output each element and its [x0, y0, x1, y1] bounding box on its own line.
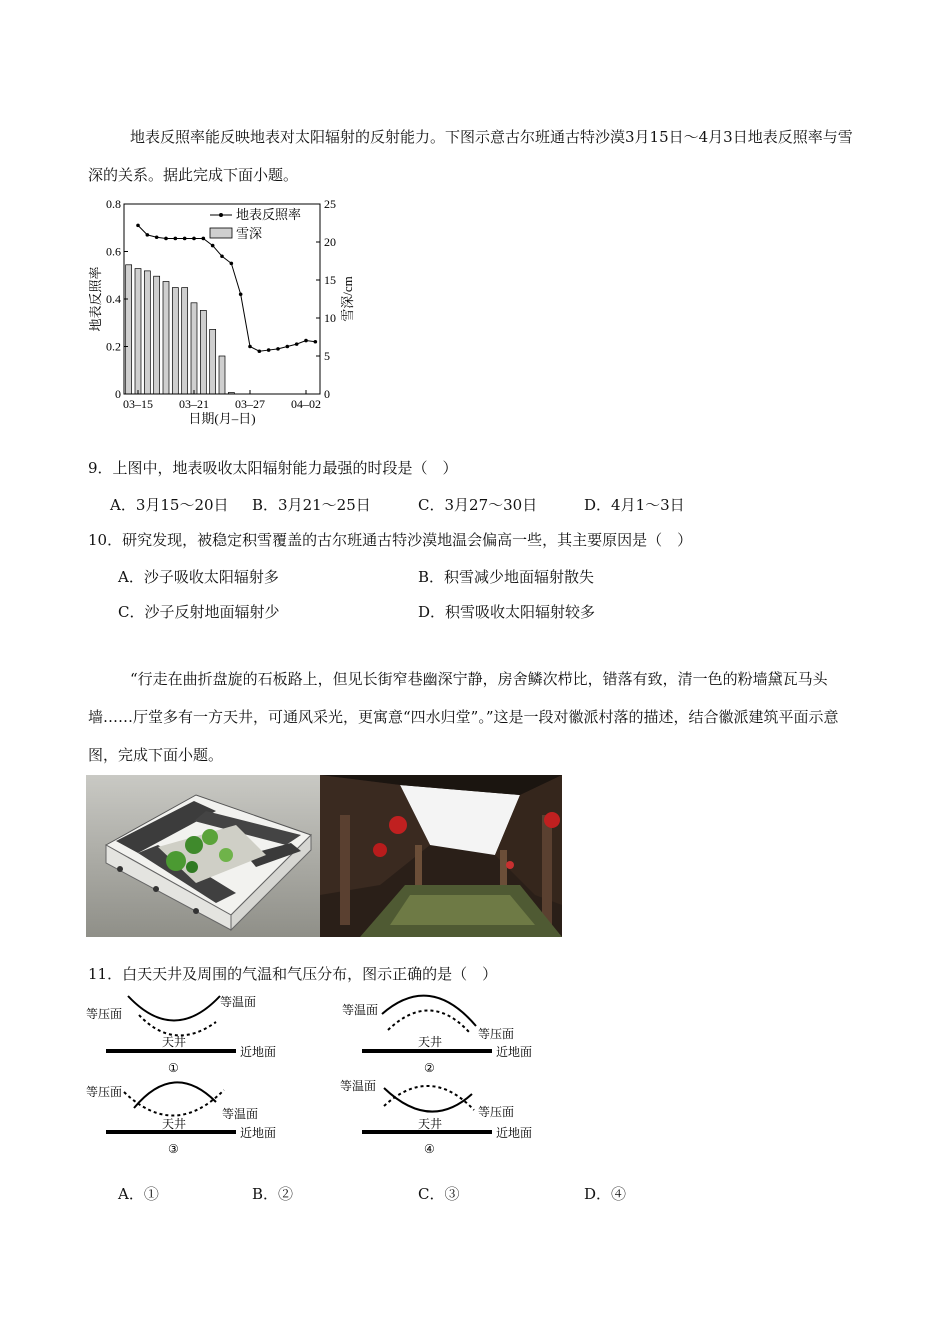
diagram-2	[342, 996, 532, 1075]
right-tick-label: 25	[324, 197, 336, 211]
albedo-point-03-18	[164, 237, 168, 241]
q11-diagrams	[84, 990, 554, 1160]
diagram-2-isotherm-label: 等温面	[342, 1003, 379, 1017]
left-tick-label: 0.8	[106, 197, 121, 211]
left-tick-label: 0	[115, 387, 121, 401]
albedo-point-03-31	[286, 345, 290, 349]
snow-bar-03-20	[182, 288, 188, 394]
albedo-point-04-02	[304, 339, 308, 343]
left-axis-label: 地表反照率	[88, 266, 103, 332]
snow-bar-03-21	[191, 303, 197, 394]
albedo-point-03-25	[230, 262, 234, 266]
q9-option-a[interactable]: A．3月15～20日	[110, 496, 229, 514]
huizhou-house-model-photo	[86, 775, 320, 937]
snow-bar-03-23	[210, 329, 216, 394]
diagram-4-number: ④	[424, 1142, 435, 1156]
right-axis-label: 雪深/cm	[340, 276, 355, 322]
right-tick-label: 5	[324, 349, 330, 363]
passage-1: 地表反照率能反映地表对太阳辐射的反射能力。下图示意古尔班通古特沙漠3月15日～4月3日地表反照率与雪深的关系。据此完成下面小题。	[88, 128, 853, 184]
q9-stem: 9．上图中，地表吸收太阳辐射能力最强的时段是（ ）	[88, 459, 458, 477]
diagram-3-number: ③	[168, 1142, 179, 1156]
diagram-1	[86, 995, 276, 1075]
q11-option-d[interactable]: D．④	[584, 1185, 627, 1203]
q9-option-d[interactable]: D．4月1～3日	[584, 496, 685, 514]
left-tick-label: 0.6	[106, 244, 121, 259]
diagram-1-isobar	[128, 996, 220, 1021]
snow-bar-03-19	[172, 288, 178, 394]
x-tick-label: 04–02	[291, 397, 321, 411]
q10-option-d[interactable]: D．积雪吸收太阳辐射较多	[418, 603, 596, 621]
x-axis-label: 日期(月–日)	[188, 411, 256, 426]
albedo-point-04-01	[295, 342, 299, 346]
diagram-1-isotherm-label: 等温面	[220, 995, 257, 1009]
right-tick-label: 10	[324, 311, 336, 325]
albedo-point-03-28	[258, 349, 262, 353]
albedo-point-03-29	[267, 348, 271, 352]
diagram-3-ground-label: 近地面	[240, 1126, 277, 1140]
diagram-3-isotherm-label: 等温面	[222, 1107, 259, 1121]
x-tick-label: 03–15	[123, 397, 153, 411]
right-tick-label: 15	[324, 273, 336, 287]
snow-bar-03-18	[163, 282, 169, 394]
albedo-point-03-20	[183, 237, 187, 241]
albedo-point-03-16	[146, 233, 150, 237]
albedo-point-03-21	[192, 237, 196, 241]
diagram-1-ground-label: 近地面	[240, 1045, 277, 1059]
albedo-point-03-22	[202, 237, 206, 241]
albedo-point-03-23	[211, 244, 215, 248]
snow-bar-03-16	[144, 271, 150, 394]
q9-option-c[interactable]: C．3月27～30日	[418, 496, 538, 514]
diagram-2-isobar-label: 等压面	[478, 1027, 515, 1041]
diagram-1-isobar-label: 等压面	[86, 1007, 123, 1021]
diagram-2-number: ②	[424, 1061, 435, 1075]
diagram-3-isobar	[134, 1082, 216, 1108]
albedo-point-03-17	[155, 235, 159, 239]
courtyard-skylight-photo	[320, 775, 562, 937]
diagram-4-isotherm-label: 等温面	[340, 1079, 377, 1093]
diagram-1-number: ①	[168, 1061, 179, 1075]
x-tick-label: 03–27	[235, 397, 265, 411]
snow-bar-03-15	[135, 269, 141, 394]
albedo-point-03-24	[220, 254, 224, 258]
diagram-2-ground-label: 近地面	[496, 1045, 533, 1059]
albedo-point-04-03	[314, 340, 318, 344]
albedo-point-03-19	[174, 237, 178, 241]
diagram-3-isobar-label: 等压面	[86, 1085, 123, 1099]
diagram-4-skylight-label: 天井	[418, 1117, 443, 1131]
q11-option-a[interactable]: A．①	[118, 1185, 159, 1203]
albedo-point-03-15	[136, 224, 140, 228]
legend-albedo: 地表反照率	[236, 207, 302, 222]
left-tick-label: 0.4	[106, 292, 121, 306]
q11-option-c[interactable]: C．③	[418, 1185, 460, 1203]
left-tick-label: 0.2	[106, 339, 121, 354]
snow-bar-03-24	[219, 356, 225, 394]
right-tick-label: 0	[324, 387, 330, 401]
diagram-2-isotherm	[382, 996, 476, 1026]
diagram-4-isotherm	[384, 1088, 472, 1112]
diagram-3-skylight-label: 天井	[162, 1117, 187, 1131]
chart-legend	[210, 207, 301, 241]
snow-bar-03-17	[154, 276, 160, 394]
albedo-snow-chart	[86, 190, 356, 435]
diagram-3	[86, 1082, 276, 1156]
snow-bar-03-14	[126, 265, 132, 394]
legend-snow: 雪深	[236, 226, 263, 241]
passage-2: “行走在曲折盘旋的石板路上，但见长街窄巷幽深宁静，房舍鳞次栉比，错落有致，清一色的粉墙黛瓦马头墙……厅堂多有一方天井，可通风采光，更寓意“四水归堂”。”这是一段对徽派村落的描述，结合徽派建筑平面示意图，完成下面小题。	[88, 670, 839, 764]
diagram-1-isotherm	[139, 1015, 216, 1035]
albedo-point-03-30	[276, 347, 280, 351]
diagram-4	[340, 1079, 532, 1156]
q11-option-b[interactable]: B．②	[252, 1185, 294, 1203]
q10-option-a[interactable]: A．沙子吸收太阳辐射多	[118, 568, 279, 586]
albedo-point-03-27	[248, 345, 252, 349]
snow-bar-03-22	[200, 310, 206, 394]
right-tick-label: 20	[324, 235, 336, 249]
q11-stem: 11．白天天井及周围的气温和气压分布，图示正确的是（ ）	[88, 965, 498, 983]
x-tick-label: 03–21	[179, 397, 209, 411]
q10-option-c[interactable]: C．沙子反射地面辐射少	[118, 603, 280, 621]
diagram-4-isobar-label: 等压面	[478, 1105, 515, 1119]
diagram-4-ground-label: 近地面	[496, 1126, 533, 1140]
q10-stem: 10．研究发现，被稳定积雪覆盖的古尔班通古特沙漠地温会偏高一些，其主要原因是（ ）	[88, 531, 693, 549]
q10-option-b[interactable]: B．积雪减少地面辐射散失	[418, 568, 595, 586]
diagram-2-skylight-label: 天井	[418, 1035, 443, 1049]
diagram-1-skylight-label: 天井	[162, 1035, 187, 1049]
albedo-point-03-26	[239, 292, 243, 296]
diagram-2-isobar	[388, 1010, 469, 1032]
q9-option-b[interactable]: B．3月21～25日	[252, 496, 371, 514]
